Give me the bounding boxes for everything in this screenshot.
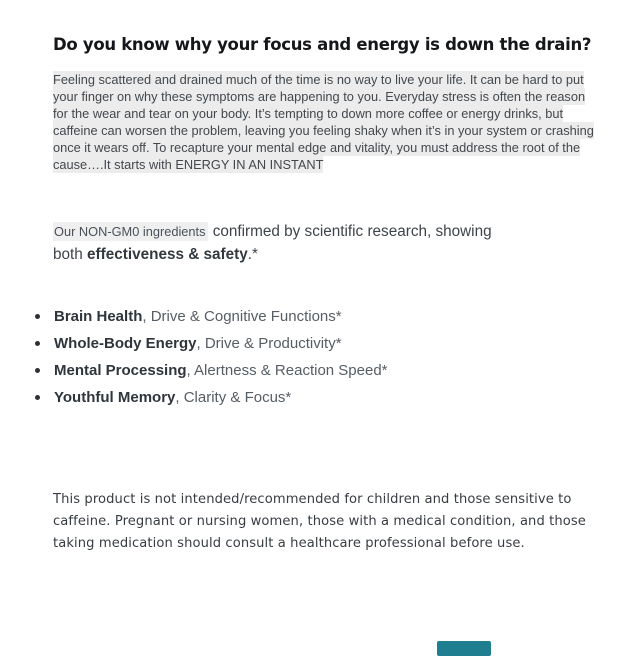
claims-line2-prefix: both <box>53 246 88 263</box>
claims-line2-suffix: .* <box>247 246 258 263</box>
claims-line1-rest: confirmed by scientific research, showing <box>208 223 492 240</box>
non-gmo-highlight: Our NON-GM0 ingredients <box>53 222 208 241</box>
benefit-rest: , Drive & Productivity* <box>196 335 342 352</box>
bullet-icon <box>35 341 40 346</box>
highlighted-intro-text: Feeling scattered and drained much of the time is no way to live your life. It can be hard to put your finger on why these symptoms are happening to you. Everyday stress is often the reason for the wear and tear on your body. It’s tempting to down more coffee or energy drinks, but caffeine can worsen the problem, leaving you feeling shaky when it’s in your system or crashing once it wears off. To recapture your mental edge and vitality, you must address the root of the cause….It starts with ENERGY IN AN INSTANT <box>53 72 594 172</box>
benefit-bold: Brain Health <box>54 308 143 325</box>
benefit-rest: , Alertness & Reaction Speed* <box>186 362 388 379</box>
claims-paragraph <box>53 220 573 266</box>
page-title: Do you know why your focus and energy is down the drain? <box>53 35 592 54</box>
teal-accent-bar <box>437 641 491 656</box>
list-item <box>33 308 553 326</box>
bullet-icon <box>35 368 40 373</box>
bullet-icon <box>35 395 40 400</box>
intro-paragraph <box>53 71 594 173</box>
benefit-bold: Whole-Body Energy <box>54 335 197 352</box>
benefit-bold: Mental Processing <box>54 362 187 379</box>
list-item <box>33 362 553 380</box>
bullet-icon <box>35 314 40 319</box>
benefits-list <box>33 308 553 416</box>
claims-line2-bold: effectiveness & safety <box>87 246 248 263</box>
benefit-rest: , Drive & Cognitive Functions* <box>142 308 342 325</box>
benefit-rest: , Clarity & Focus* <box>175 389 292 406</box>
benefit-bold: Youthful Memory <box>54 389 176 406</box>
list-item <box>33 335 553 353</box>
list-item <box>33 389 553 407</box>
disclaimer-text: This product is not intended/recommended for children and those sensitive to caffeine. Pregnant or nursing women, those with a medical condition, and those taking medication should consult a healthcare professional before use. <box>53 492 586 551</box>
